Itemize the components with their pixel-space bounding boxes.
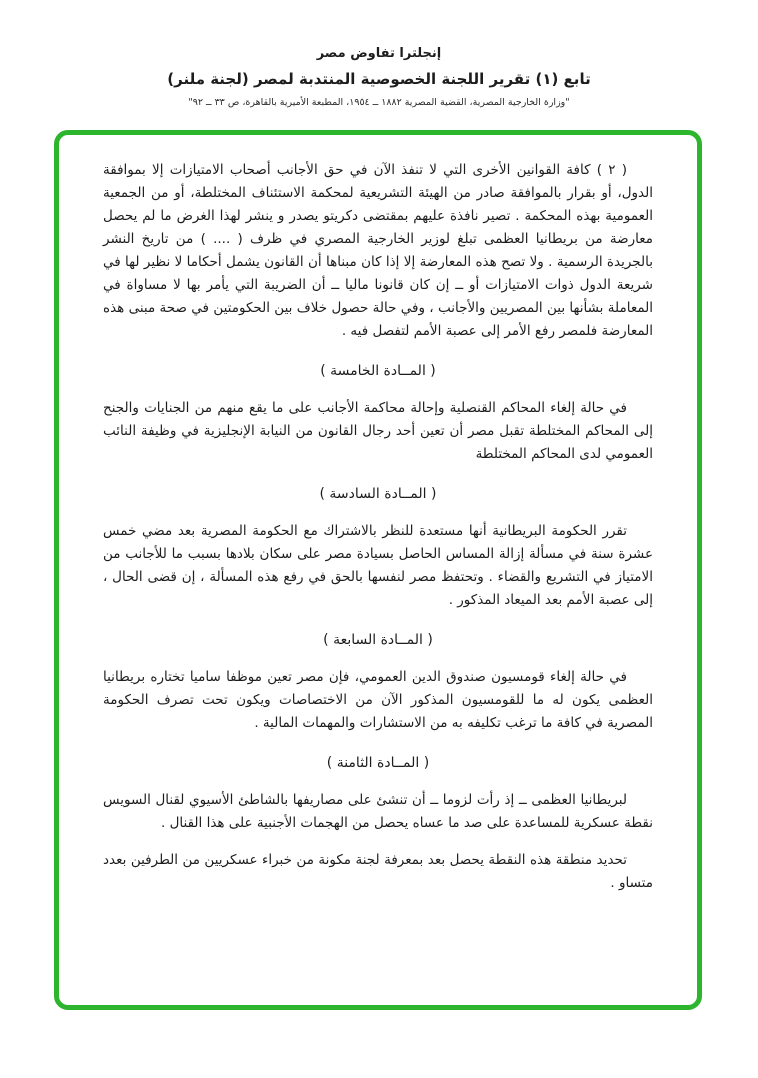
article-7-heading: ( المــادة السابعة ) bbox=[323, 632, 433, 648]
article-7-paragraph: في حالة إلغاء قومسيون صندوق الدين العمومي، فإن مصر تعين موظفا ساميا تختاره بريطانيا العظمى يكون له ما للقومسيون المذكور الآن من الاختصاصات ويكون تحت تصرف الحكومة المصرية في كافة ما ترغب تكليفه به من الاستشارات والمهمات المالية . bbox=[103, 669, 653, 731]
source-citation: "وزارة الخارجية المصرية، القضية المصرية ١٨٨٢ ــ ١٩٥٤، المطبعة الأميرية بالقاهرة، ص ٣٣ ــ ٩٢" bbox=[188, 97, 570, 108]
article-8-heading: ( المــادة الثامنة ) bbox=[326, 755, 430, 771]
page-header bbox=[0, 0, 758, 108]
article-8-paragraph-2: تحديد منطقة هذه النقطة يحصل بعد بمعرفة لجنة مكونة من خبراء عسكريين من الطرفين بعدد متساو . bbox=[103, 852, 653, 891]
document-subtitle: تابع (١) تقرير اللجنة الخصوصية المنتدبة لمصر (لجنة ملنر) bbox=[167, 70, 591, 88]
article-5-heading: ( المــادة الخامسة ) bbox=[320, 363, 436, 379]
article-6-heading: ( المــادة السادسة ) bbox=[319, 486, 437, 502]
document-title: إنجلترا تفاوض مصر bbox=[316, 46, 442, 61]
article-8-paragraph-1: لبريطانيا العظمى ــ إذ رأت لزوما ــ أن تنشئ على مصاريفها بالشاطئ الأسيوي لقنال السويس نقطة عسكرية للمساعدة على صد ما عساه يحصل من الهجمات الأجنبية على هذا القنال . bbox=[103, 792, 653, 831]
document-frame bbox=[54, 130, 702, 1010]
article-6-paragraph: تقرر الحكومة البريطانية أنها مستعدة للنظر بالاشتراك مع الحكومة المصرية بعد مضي خمس عشرة سنة في مسألة إزالة المساس الحاصل بسيادة مصر على سكان بلادها بسبب ما للأجانب من الامتياز في التشريع والقضاء . وتحتفظ مصر لنفسها بالحق في رفع هذه المسألة ، إن قضى الحال ، إلى عصبة الأمم بعد الميعاد المذكور . bbox=[103, 523, 653, 608]
paragraph-clause-2: ( ٢ ) كافة القوانين الأخرى التي لا تنفذ الآن في حق الأجانب أصحاب الامتيازات إلا بموافقة الدول، أو بقرار بالموافقة صادر من الهيئة التشريعية لمحكمة الاستئناف المختلطة، أو من الجمعية العمومية بهذه المحكمة . تصير نافذة عليهم بمقتضى دكريتو يصدر و ينشر لهذا الغرض ما لم يحصل معارضة من بريطانيا العظمى تبلغ لوزير الخارجية المصري في ظرف ( .... ) من تاريخ النشر بالجريدة الرسمية . ولا تصح هذه المعارضة إلا إذا كان مبناها أن القانون يشمل أحكاما لا نظير لها في شريعة الدول ذوات الامتيازات أو ــ إن كان قانونا ماليا ــ أن الضريبة التي يأمر بها لا مساواة في المعاملة بشأنها بين المصريين والأجانب ، وفي حالة حصول خلاف بين الحكومتين في صحة مبنى هذه المعارضة فلمصر رفع الأمر إلى عصبة الأمم لتفصل فيه . bbox=[103, 162, 653, 339]
article-5-paragraph: في حالة إلغاء المحاكم القنصلية وإحالة محاكمة الأجانب على ما يقع منهم من الجنايات والجنح إلى المحاكم المختلطة تقبل مصر أن تعين أحد رجال القانون من النيابة الإنجليزية في وظيفة النائب العمومي لدى المحاكم المختلطة bbox=[103, 400, 653, 462]
